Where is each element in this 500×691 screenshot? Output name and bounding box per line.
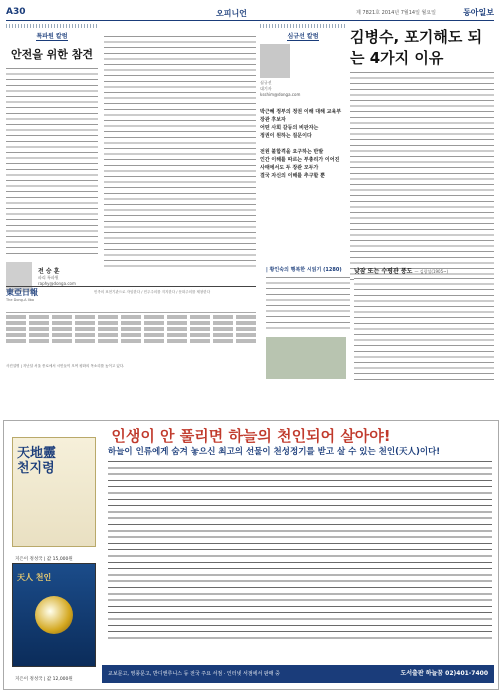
masthead <box>6 286 256 311</box>
ad-body <box>108 461 492 641</box>
page-header <box>6 6 494 21</box>
editor-column-body <box>350 72 494 280</box>
editor-column-sidebar <box>260 24 346 264</box>
paper-logo: 동아일보 <box>463 7 494 17</box>
ad-headline: 인생이 안 풀리면 하늘의 천인되어 살아야! <box>111 427 391 445</box>
masthead-sub: The Dong-A Ilbo <box>6 298 34 302</box>
book-2-orb-image <box>35 596 73 634</box>
column-body-2 <box>104 36 256 268</box>
masthead-name: 東亞日報 <box>6 288 38 297</box>
author-email: raphy@donga.com <box>38 281 76 286</box>
book-cover-1 <box>12 437 96 562</box>
book-1-title: 天地靈 천지령 <box>17 446 57 476</box>
pull-quote-2: 전원 불합격을 요구하는 반발 인간 이해를 따르는 부총리가 이어진 사태에서도 두 장관 모두가 결국 자신의 이해를 추구할 뿐 <box>260 149 340 179</box>
poem-body <box>266 277 350 333</box>
masthead-info <box>6 312 256 357</box>
photo-caption: 사진설명 | 지난달 서울 종로에서 시민들이 모여 평화의 목소리를 높이고 있다. <box>6 364 125 368</box>
editor-column-title: 김병수, 포기해도 되는 4가지 이유 <box>350 28 483 67</box>
column-title: 안전을 위한 참견 <box>10 48 94 61</box>
section-title: 오피니언 <box>216 9 247 18</box>
editor-column-main <box>350 24 494 264</box>
masthead-tagline: 민족의 표현기관으로 자임한다 / 민주주의를 지지한다 / 문화주의를 제창한다 <box>94 290 211 294</box>
author-name: 전 승 훈 <box>38 268 60 275</box>
book-2-price: 지은이 정성국 | 값 12,000원 <box>15 677 73 682</box>
ad-footer <box>102 665 494 683</box>
poem-column <box>266 266 350 386</box>
editor-meta: 심규선 대기자 ksshim@donga.com <box>260 80 301 97</box>
column-body <box>6 68 98 258</box>
author-role: 파리 특파원 <box>38 275 59 280</box>
column-label: 특파원 칼럼 <box>36 33 68 40</box>
book-2-title: 天人 천인 <box>17 572 52 582</box>
poem-column-commentary <box>354 266 494 386</box>
book-cover-2 <box>12 563 96 682</box>
book-1-price: 지은이 정성국 | 값 15,000원 <box>15 557 73 562</box>
ad-contact: 도서출판 하늘꿈 02)401-7400 <box>400 670 488 677</box>
editor-photo <box>260 44 290 78</box>
issue-info: 제 7821호 2014년 7월14일 월요일 <box>356 10 436 16</box>
poem-illustration <box>266 337 346 379</box>
editor-column-label: 심규선 칼럼 <box>287 33 319 40</box>
pull-quote-1: 박근혜 정부의 정권 이해 대해 교육부 장관 후보자 어떤 사회 갈등의 비판자는 정권이 원하는 질문이다 <box>260 109 342 139</box>
poem-commentary <box>354 278 494 384</box>
book-advertisement <box>3 420 499 690</box>
poem-title: 낮잠 또는 수평관 풍도 — 김광섭(1905~) <box>354 268 449 275</box>
page-number: A30 <box>6 7 26 17</box>
poem-column-label: | 황인숙의 행복한 시읽기 (1280) <box>266 267 342 273</box>
ad-subheadline: 하늘이 인류에게 숨겨 놓으신 최고의 선물이 천성정기를 받고 살 수 있는 천인(天人)이다! <box>108 447 441 457</box>
ad-stores: 교보문고, 영풍문고, 반디앤루니스 등 전국 주요 서점 · 인터넷 서점에서 판매 중 <box>108 671 280 677</box>
